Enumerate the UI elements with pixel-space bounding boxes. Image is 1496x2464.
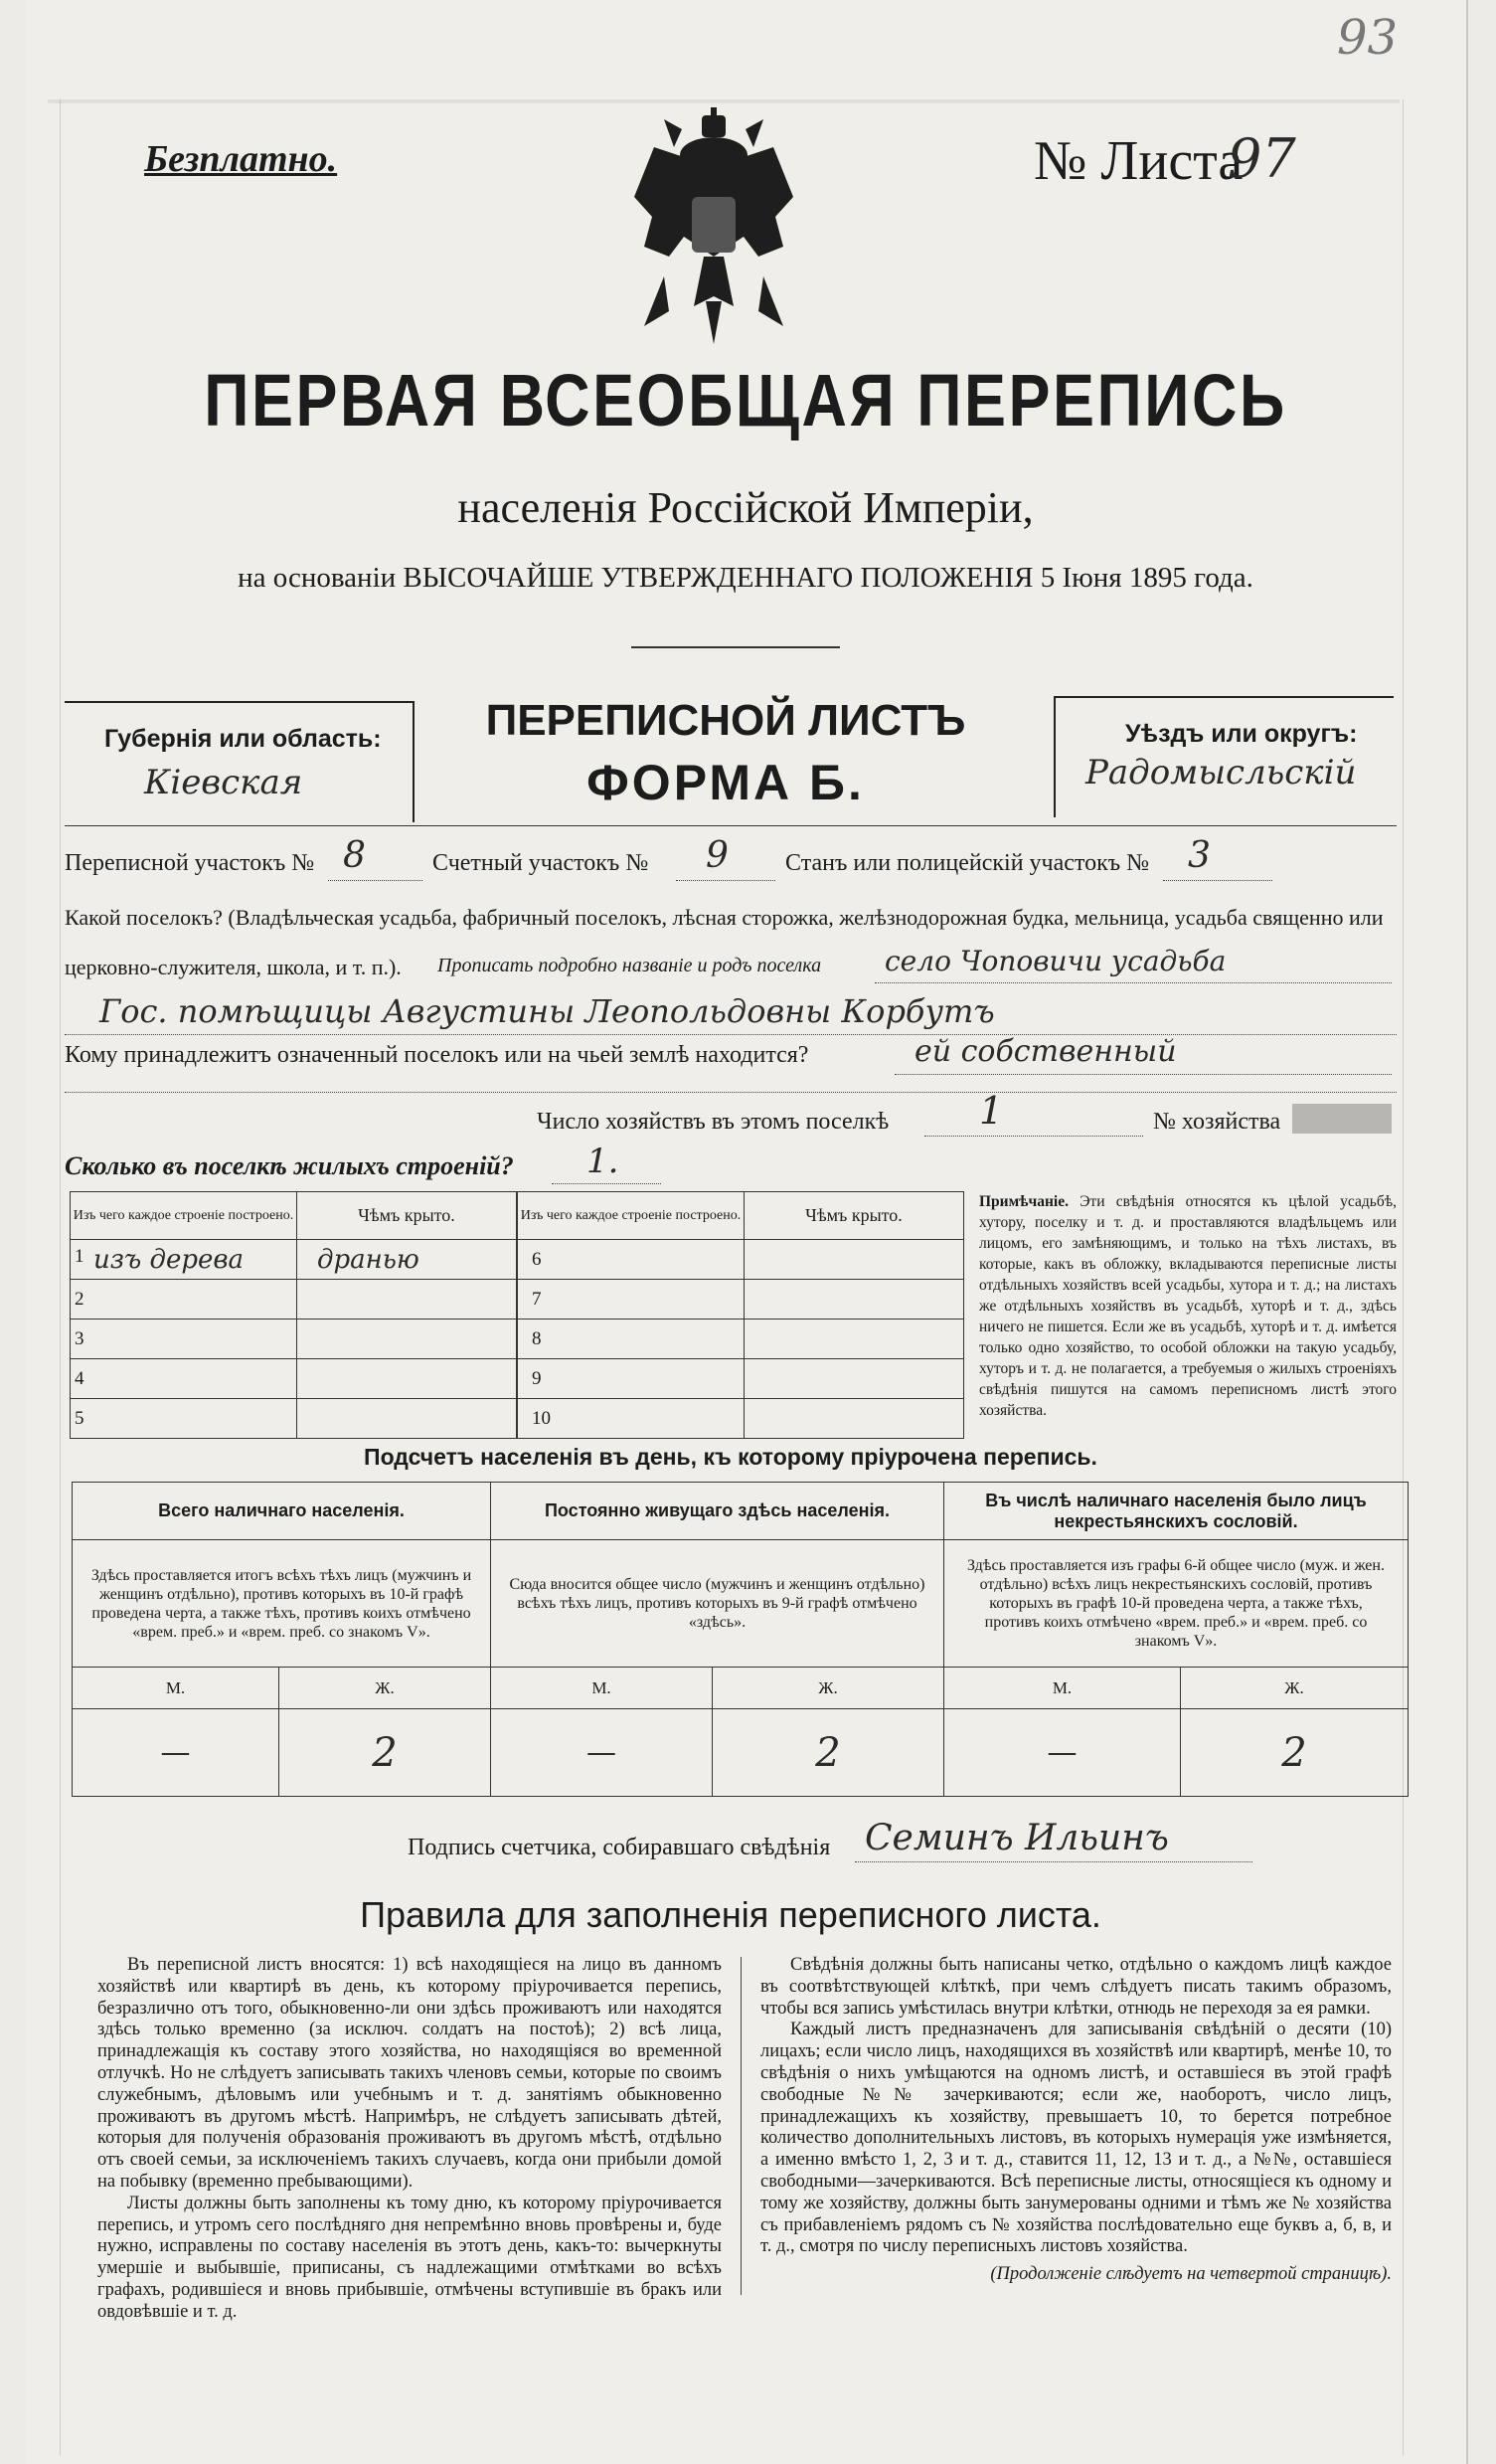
- table-row: 3: [71, 1320, 517, 1359]
- col2-title: Постоянно живущаго здѣсь населенія.: [491, 1483, 944, 1540]
- household-no-redacted: [1292, 1104, 1392, 1134]
- household-no-label: № хозяйства: [1153, 1109, 1281, 1135]
- form-label: ФОРМА Б.: [586, 755, 865, 810]
- m-header: М.: [491, 1668, 713, 1709]
- col-material-header: Изъ чего каждое строеніе построено.: [71, 1192, 297, 1240]
- perepisnoy-label: Переписной участокъ №: [65, 850, 315, 876]
- population-table: [72, 1482, 1409, 1797]
- buildings-table-left: [70, 1191, 517, 1439]
- uezd-label: Уѣздъ или округъ:: [1125, 720, 1358, 748]
- owner-question: Кому принадлежитъ означенный поселокъ или на чьей землѣ находится?: [65, 1042, 809, 1068]
- gubernia-value: Кіевская: [144, 763, 303, 802]
- note-text: Эти свѣдѣнія относятся къ цѣлой усадьбѣ, хутору, поселку и т. д. и проставляются владѣльцемъ или лицомъ, его замѣняющимъ, и только на тѣхъ листахъ, въ которые, какъ въ обложку, вкладываются переписные листы отдѣльныхъ хозяйствъ всей усадьбы, хутора и т. д.; на листахъ же отдѣльныхъ хозяйствъ въ усадьбѣ, хуторѣ и т. д., здѣсь ничего не пишется. Если же въ усадьбѣ, хуторѣ и т. д. имѣется только одно хозяйство, то особой обложки на такую усадьбу, хуторъ и т. д. не полагается, а требуемыя о жилыхъ строеніяхъ свѣдѣнія пишутся на самомъ переписномъ листѣ этого хозяйства.: [979, 1193, 1397, 1419]
- nonpeasant-female-value: 2: [1181, 1709, 1409, 1797]
- rules-right-column: [760, 1955, 1392, 2286]
- buildings-label: Сколько въ поселкѣ жилыхъ строеній?: [65, 1151, 514, 1180]
- settlement-instruction: Прописать подробно названіе и родъ поселка: [437, 955, 822, 976]
- f-header: Ж.: [279, 1668, 491, 1709]
- rules-left-p1: Въ переписной листъ вносятся: 1) всѣ находящіеся на лицо въ данномъ хозяйствѣ или квартирѣ въ день, къ которому пріурочивается перепись, безразлично отъ того, обыкновенно-ли они здѣсь проживаютъ или находятся здѣсь только временно (за исключ. солдатъ на постоѣ); 2) всѣ лица, принадлежащія къ составу этого хозяйства, но находящіяся во временной отлучкѣ. Но не слѣдуетъ записывать такихъ членовъ семьи, которые по своимъ служебнымъ, дѣловымъ или учебнымъ и т. д. занятіямъ обыкновенно проживаютъ въ другомъ мѣстѣ. Напримѣръ, не слѣдуетъ записывать дѣтей, которыя для полученія образованія проживаютъ въ другомъ мѣстѣ, отдѣльно отъ своей семьи, за исключеніемъ такихъ случаевъ, когда они прибыли домой на побывку (временно пребывающими).: [97, 1955, 722, 2192]
- total-male-value: —: [73, 1709, 279, 1797]
- rules-title: Правила для заполненія переписного листа.: [360, 1894, 1101, 1935]
- col3-title: Въ числѣ наличнаго населенія было лицъ некрестьянскихъ сословій.: [944, 1483, 1409, 1540]
- nonpeasant-male-value: —: [944, 1709, 1181, 1797]
- settlement-question-2: церковно-служителя, школа, и т. п.).: [65, 955, 402, 979]
- corner-page-number: 93: [1337, 10, 1399, 66]
- col-roof-header-2: Чѣмъ крыто.: [745, 1192, 964, 1240]
- m-header: М.: [944, 1668, 1181, 1709]
- uezd-value: Радомысльскій: [1085, 753, 1357, 792]
- roof-value: дранью: [297, 1240, 517, 1280]
- settlement-value-2: Гос. помѣщицы Августины Леопольдовны Корбутъ: [99, 992, 995, 1030]
- owner-value: ей собственный: [914, 1034, 1177, 1069]
- note-block: [979, 1191, 1397, 1421]
- households-value: 1: [979, 1089, 1004, 1133]
- rules-left-column: [97, 1955, 722, 2324]
- f-header: Ж.: [713, 1668, 944, 1709]
- signature-value: Семинъ Ильинъ: [865, 1818, 1169, 1858]
- legal-basis: на основаніи ВЫСОЧАЙШЕ УТВЕРЖДЕННАГО ПОЛОЖЕНІЯ 5 Іюня 1895 года.: [238, 562, 1253, 594]
- settlement-question: Какой поселокъ? (Владѣльческая усадьба, фабричный поселокъ, лѣсная сторожка, желѣзнодорожная будка, мельница, усадьба священно или: [65, 905, 1384, 930]
- gubernia-box: [65, 701, 415, 822]
- table-row: 6: [518, 1240, 964, 1280]
- table-row: 7: [518, 1280, 964, 1320]
- rules-column-divider: [741, 1957, 742, 2295]
- table-row: 9: [518, 1359, 964, 1399]
- double-headed-eagle-emblem: [624, 107, 803, 346]
- resident-male-value: —: [491, 1709, 713, 1797]
- col-roof-header: Чѣмъ крыто.: [297, 1192, 517, 1240]
- rules-left-p2: Листы должны быть заполнены къ тому дню, къ которому пріурочивается перепись, и утромъ сего послѣдняго дня непремѣнно вновь провѣрены и, буде нужно, исправлены по составу населенія въ этотъ день, какъ-то: вычеркнуты умершіе и выбывшіе, приписаны, съ надлежащими отмѣтками во всѣхъ графахъ, родившіеся и вновь прибывшіе, отмѣчены вступившіе въ бракъ или овдовѣвшіе и т. д.: [97, 2193, 722, 2322]
- schetny-label: Счетный участокъ №: [432, 850, 649, 876]
- sheet-number-value: 97: [1228, 127, 1296, 190]
- buildings-table-right: [517, 1191, 964, 1439]
- resident-female-value: 2: [713, 1709, 944, 1797]
- stan-value: 3: [1188, 835, 1211, 876]
- rules-right-p1: Свѣдѣнія должны быть написаны четко, отдѣльно о каждомъ лицѣ каждое въ соотвѣтствующей клѣткѣ, при чемъ слѣдуетъ писать такимъ образомъ, чтобы вся запись умѣстилась внутри клѣтки, отнюдь не переходя за ея рамки.: [760, 1955, 1392, 2019]
- gubernia-label: Губернія или область:: [104, 725, 382, 753]
- table-row: 1 изъ дерева дранью: [71, 1240, 517, 1280]
- schetny-value: 9: [706, 835, 729, 876]
- f-header: Ж.: [1181, 1668, 1409, 1709]
- sheet-title: ПЕРЕПИСНОЙ ЛИСТЪ: [485, 696, 966, 745]
- sheet-number-label: № Листа: [1034, 130, 1244, 192]
- subtitle: населенія Россійской Имперіи,: [457, 483, 1034, 532]
- perepisnoy-value: 8: [343, 835, 366, 876]
- form-header-rule: [65, 825, 1397, 826]
- m-header: М.: [73, 1668, 279, 1709]
- buildings-value: 1.: [586, 1142, 619, 1181]
- table-row: 2: [71, 1280, 517, 1320]
- table-row: 10: [518, 1399, 964, 1439]
- table-row: 8: [518, 1320, 964, 1359]
- material-value: изъ дерева: [93, 1244, 245, 1275]
- uezd-box: [1054, 696, 1394, 817]
- population-heading: Подсчетъ населенія въ день, къ которому пріурочена перепись.: [364, 1444, 1097, 1470]
- rules-right-p2: Каждый листъ предназначенъ для записыванія свѣдѣній о десяти (10) лицахъ; если число лицъ, находящихся въ хозяйствѣ или квартирѣ, менѣе 10, то свѣдѣнія о нихъ умѣщаются на одномъ листѣ, и оставшіеся въ этой графѣ свободные №№ зачеркиваются; если же, наоборотъ, число лицъ, принадлежащихъ къ хозяйству, превышаетъ 10, то берется потребное количество дополнительныхъ листовъ, въ которыхъ нумерація уже измѣняется, а именно вмѣсто 1, 2, 3 и т. д., ставится 11, 12, 13 и т. д., а №№, оставшіеся свободными—зачеркиваются. Всѣ переписные листы, относящіеся къ одному и тому же хозяйству, должны быть занумерованы одними и тѣмъ же № хозяйства съ прибавленіемъ рядомъ съ № хозяйства послѣдовательно еще буквъ а, б, в, и т. д., смотря по числу переписныхъ листовъ хозяйства.: [760, 2020, 1392, 2257]
- table-row: 4: [71, 1359, 517, 1399]
- households-label: Число хозяйствъ въ этомъ поселкѣ: [537, 1109, 890, 1135]
- col3-desc: Здѣсь проставляется изъ графы 6-й общее число (муж. и жен. отдѣльно) всѣхъ лицъ некрестьянскихъ сословій, противъ которыхъ въ графѣ 10-й проведена черта, а также тѣхъ, противъ коихъ отмѣчено «врем. преб.» и «врем. преб. со знакомъ V».: [944, 1540, 1409, 1668]
- col1-title: Всего наличнаго населенія.: [73, 1483, 491, 1540]
- title-divider: [631, 646, 840, 648]
- main-title: ПЕРВАЯ ВСЕОБЩАЯ ПЕРЕПИСЬ: [204, 359, 1287, 441]
- rules-continued: (Продолженіе слѣдуетъ на четвертой страницѣ).: [990, 2264, 1392, 2285]
- settlement-value: село Чоповичи усадьба: [885, 945, 1227, 977]
- col-material-header-2: Изъ чего каждое строеніе построено.: [518, 1192, 745, 1240]
- signature-label: Подпись счетчика, собиравшаго свѣдѣнія: [408, 1835, 831, 1860]
- stan-label: Станъ или полицейскій участокъ №: [785, 850, 1150, 876]
- col2-desc: Сюда вносится общее число (мужчинъ и женщинъ отдѣльно) всѣхъ тѣхъ лицъ, противъ которыхъ въ 9-й графѣ отмѣчено «здѣсь».: [491, 1540, 944, 1668]
- total-female-value: 2: [279, 1709, 491, 1797]
- note-title: Примѣчаніе.: [979, 1193, 1069, 1210]
- free-label: Безплатно.: [144, 138, 338, 180]
- table-row: 5: [71, 1399, 517, 1439]
- col1-desc: Здѣсь проставляется итогъ всѣхъ тѣхъ лицъ (мужчинъ и женщинъ отдѣльно), противъ которыхъ въ 10-й графѣ проведена черта, а также тѣхъ, противъ коихъ отмѣчено «врем. преб.» и «врем. преб. со знакомъ V».: [73, 1540, 491, 1668]
